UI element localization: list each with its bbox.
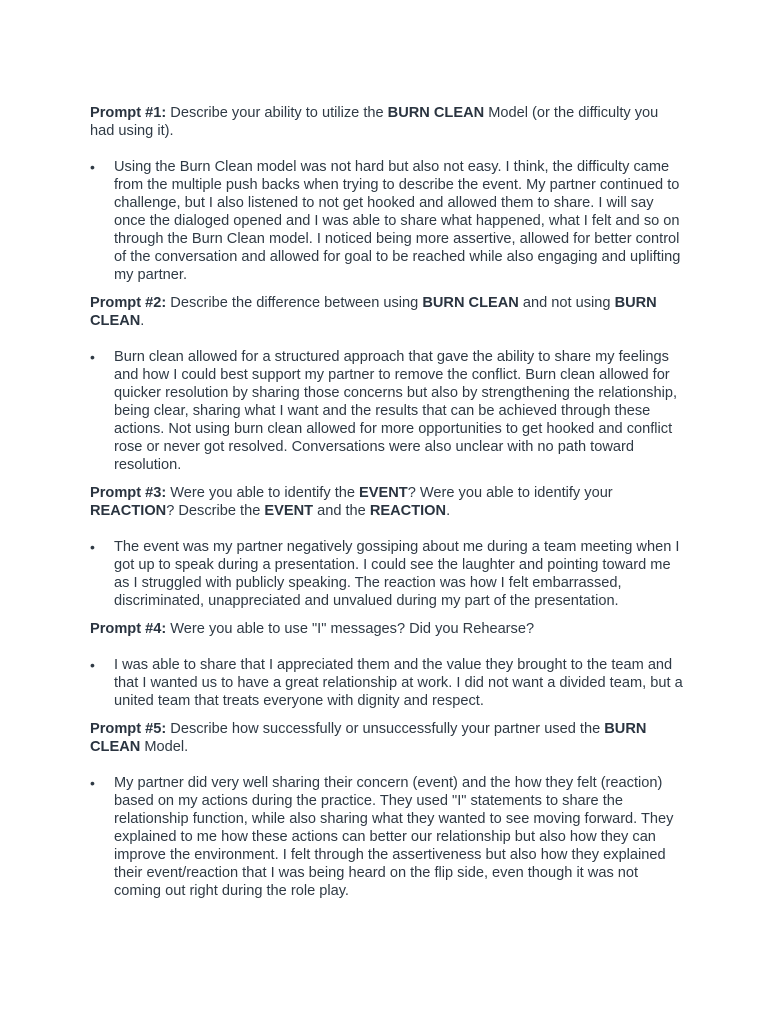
- bullet-icon: •: [90, 159, 95, 175]
- bullet-icon: •: [90, 539, 95, 555]
- prompt-text: Were you able to use "I" messages? Did you Rehearse?: [166, 621, 535, 637]
- answer-4: [90, 656, 684, 710]
- bullet-icon: •: [90, 775, 95, 791]
- answer-1: [90, 158, 684, 284]
- answer-text: The event was my partner negatively gossiping about me during a team meeting when I got up to speak during a presentation. I could see the laughter and pointing toward me as I struggled with publicly speaking. The reaction was how I felt embarrassed, discriminated, unappreciated and unvalued during my part of the presentation.: [114, 539, 680, 609]
- answer-text: I was able to share that I appreciated them and the value they brought to the team and that I wanted us to have a great relationship at work. I did not want a divided team, but a united team that treats everyone with dignity and respect.: [114, 657, 683, 709]
- answer-text: My partner did very well sharing their concern (event) and the how they felt (reaction) based on my actions during the practice. They used "I" statements to share the relationship function, while also sharing what they wanted to see moving forward. They explained to me how these actions can better our relationship but also how they can improve the environment. I felt through the assertiveness but also how they explained their event/reaction that I was being heard on the flip side, even though it was not coming out right during the role play.: [114, 775, 674, 899]
- prompt-keyword: BURN CLEAN: [387, 105, 485, 121]
- prompt-5: [90, 720, 684, 756]
- answer-text: Burn clean allowed for a structured approach that gave the ability to share my feelings and how I could best support my partner to remove the conflict. Burn clean allowed for quicker resolution by sharing those concerns but also by strengthening the relationship, being clear, sharing what I want and the results that can be achieved through these actions. Not using burn clean allowed for more opportunities to get hooked and conflict rose or never got resolved. Conversations were also unclear with no path toward resolution.: [114, 349, 678, 473]
- prompt-text: Were you able to identify the: [166, 485, 360, 501]
- prompt-text: ? Were you able to identify your: [407, 485, 613, 501]
- prompt-label: Prompt #5:: [90, 721, 167, 737]
- prompt-text: Describe the difference between using: [166, 295, 423, 311]
- prompt-label: Prompt #2:: [90, 295, 167, 311]
- prompt-2: [90, 294, 684, 330]
- prompt-keyword: BURN CLEAN: [90, 721, 647, 755]
- prompt-keyword: REACTION: [369, 503, 447, 519]
- prompt-keyword: BURN CLEAN: [422, 295, 519, 311]
- prompt-keyword: BURN CLEAN: [90, 295, 657, 329]
- answer-5: [90, 774, 684, 900]
- prompt-text: Model.: [140, 739, 189, 755]
- prompt-text: and not using: [518, 295, 615, 311]
- prompt-text: .: [446, 503, 451, 519]
- prompt-text: .: [140, 313, 145, 329]
- prompt-text: Describe your ability to utilize the: [166, 105, 388, 121]
- prompt-keyword: REACTION: [90, 503, 167, 519]
- bullet-icon: •: [90, 349, 95, 365]
- answer-3: [90, 538, 684, 610]
- prompt-text: and the: [313, 503, 370, 519]
- answer-text: Using the Burn Clean model was not hard but also not easy. I think, the difficulty came from the multiple push backs when trying to describe the event. My partner continued to challenge, but I also listened to not get hooked and allowed them to share. I will say once the dialoged opened and I was able to share what happened, what I felt and so on through the Burn Clean model. I noticed being more assertive, allowed for better control of the conversation and allowed for goal to be reached while also engaging and uplifting my partner.: [114, 159, 681, 283]
- prompt-keyword: EVENT: [264, 503, 314, 519]
- prompt-label: Prompt #1:: [90, 105, 167, 121]
- prompt-4: [90, 620, 684, 638]
- prompt-3: [90, 484, 684, 520]
- prompt-text: Describe how successfully or unsuccessfully your partner used the: [166, 721, 605, 737]
- prompt-label: Prompt #3:: [90, 485, 167, 501]
- prompt-keyword: EVENT: [359, 485, 408, 501]
- document-body: [90, 104, 684, 900]
- prompt-text: Model (or the difficulty you had using it).: [90, 105, 659, 139]
- bullet-icon: •: [90, 657, 95, 673]
- prompt-1: [90, 104, 684, 140]
- answer-2: [90, 348, 684, 474]
- prompt-text: ? Describe the: [166, 503, 265, 519]
- prompt-label: Prompt #4:: [90, 621, 167, 637]
